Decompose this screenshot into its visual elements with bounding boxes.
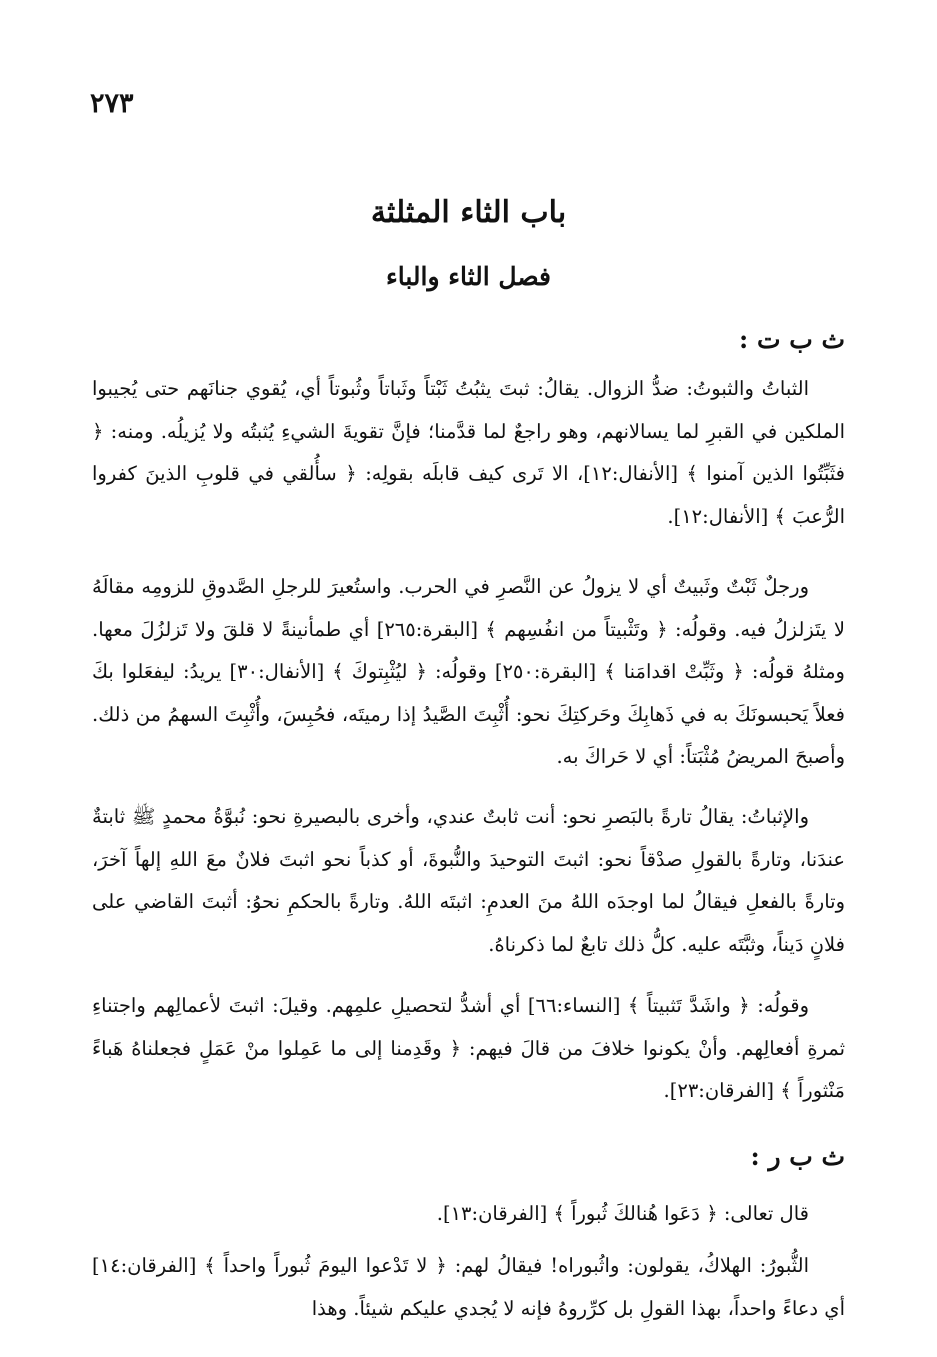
paragraph: ورجلٌ ثَبْتٌ وثَبيتٌ أي لا يزولُ عن النَّصرِ في الحرب. واستُعيرَ للرجلِ الصَّدوقِ للزومِه مقالَهُ لا يتَزلزلُ فيه. وقولُه: ﴿ وتَثْبيتاً من انفُسِهم ﴾ [البقرة:٢٦٥] أي طمأنينةً لا قلقَ ولا تَزلزُلَ معها. ومثلهُ قولُه: ﴿ وثَبِّتْ اقدامَنا ﴾ [البقرة:٢٥٠] وقولُه: ﴿ ليُثْبِتوكَ ﴾ [الأنفال:٣٠] يريدُ: ليفعَلوا بكَ فعلاً يَحبسونَكَ به في ذَهابِكَ وحَركتِكَ نحو: أُثْبِتَ الصَّيدُ إذا رميتَه، فحُبِسَ، وأُثْبِتَ السهمُ من ذلك. وأصبحَ المريضُ مُثْبَتاً: أي لا حَراكَ به. (92, 575, 845, 768)
chapter-title: باب الثاء المثلثة (370, 195, 567, 230)
page-number: ٢٧٣ (90, 88, 134, 119)
root-heading-thbr: ث ب ر : (750, 1142, 845, 1171)
section-title: فصل الثاء والباء (385, 262, 551, 291)
paragraph: قال تعالى: ﴿ دَعَوا هُنالكَ ثُبوراً ﴾ [الفرقان:١٣]. (436, 1202, 809, 1225)
paragraph: والإثباتُ: يقالُ تارةً بالبَصرِ نحو: أنت ثابتٌ عندي، وأخرى بالبصيرةِ نحو: نُبوَّةُ محمدٍ ﷺ ثابتةٌ عندَنا، وتارةً بالقولِ صدْقاً نحو: اثبتَ التوحيدَ والنُّبوةَ، أو كذباً نحو اثبتَ فلانٌ معَ اللهِ إلهاً آخرَ، وتارةً بالفعلِ فيقالُ لما اوجدَه اللهُ منَ العدمِ: اثبتَه اللهُ. وتارةً بالحكمِ نحوُ: أثبتَ القاضي على فلانٍ دَيناً، وثبَّتَه عليه. كلُّ ذلك تابعٌ لما ذكرناهُ. (92, 805, 845, 956)
root-heading-thbt: ث ب ت : (739, 325, 845, 354)
paragraph: الثُّبورُ: الهلاكُ، يقولون: واثُبوراه! فيقالُ لهم: ﴿ لا تَدْعوا اليومَ ثُبوراً واحداً ﴾ [الفرقان:١٤] أي دعاءً واحداً، بهذا القولِ بل كرِّروهُ فإنه لا يُجدي عليكم شيئاً. وهذا (92, 1254, 845, 1320)
paragraph: الثباتُ والثبوتُ: ضدُّ الزوال. يقالُ: ثبتَ يثبُتُ ثَبْتاً وثَباتاً وثُبوتاً أي، يُقوي جنانَهم حتى يُجيبوا الملكين في القبرِ لما يسالانهم، وهو راجعٌ لما قدَّمنا؛ فإنَّ تقويةَ الشيءِ يُثبتُه ولا يُزيلُه. ومنه: ﴿ فثَبِّتُوا الذين آمنوا ﴾ [الأنفال:١٢]، الا تَرى كيف قابلَه بقولِه: ﴿ سأُلقي في قلوبِ الذينَ كفروا الرُّعبَ ﴾ [الأنفال:١٢]. (92, 377, 845, 528)
paragraph: وقولُه: ﴿ واشَدَّ تَثبيتاً ﴾ [النساء:٦٦] أي أشدُّ لتحصيلِ علمِهم. وقيلَ: اثبتَ لأعمالِهم واجتناءِ ثمرةِ أفعالِهم. وأنْ يكونوا خلافَ من قالَ فيهم: ﴿ وقَدِمنا إلى ما عَمِلوا منْ عَمَلٍ فجعلناهُ هَباءً مَنْثوراً ﴾ [الفرقان:٢٣]. (92, 994, 845, 1102)
